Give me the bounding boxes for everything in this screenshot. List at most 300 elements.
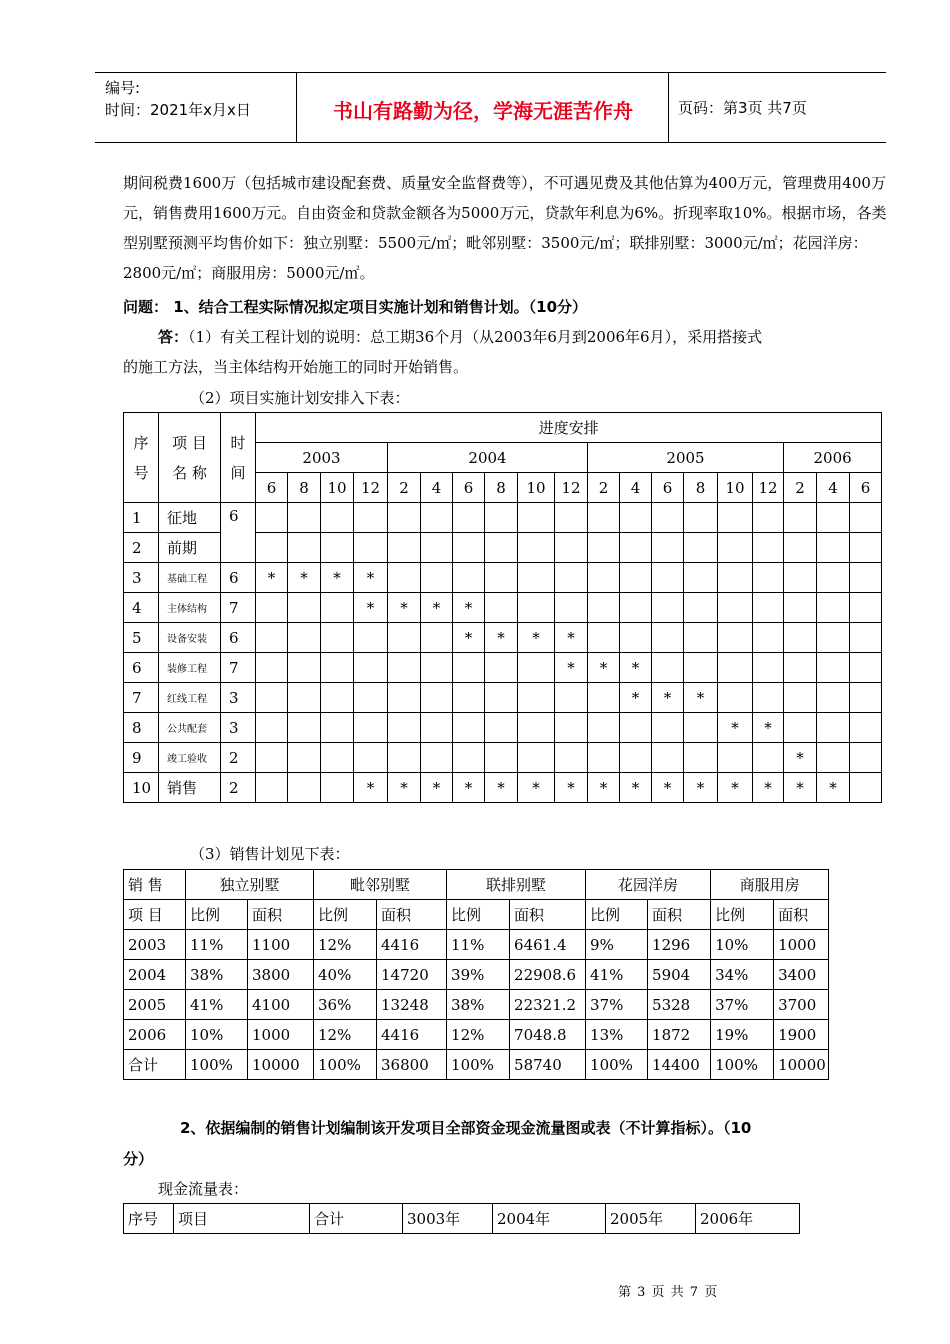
month-cell: 10	[718, 473, 753, 503]
schedule-cell	[288, 653, 321, 683]
sales-row	[124, 990, 829, 1020]
schedule-cell	[684, 653, 718, 683]
row-seq: 3	[124, 563, 159, 593]
schedule-cell	[718, 593, 753, 623]
row-name: 竣工验收	[159, 743, 221, 773]
sales-value: 100%	[586, 1050, 648, 1080]
schedule-mark: *	[485, 623, 518, 653]
schedule-cell	[652, 653, 684, 683]
schedule-cell	[588, 503, 620, 533]
sales-value: 100%	[186, 1050, 248, 1080]
sales-value: 4416	[377, 930, 447, 960]
sales-value: 37%	[711, 990, 774, 1020]
sales-ratio-header: 比例	[586, 900, 648, 930]
schedule-cell	[620, 593, 652, 623]
row-name: 销售	[159, 773, 221, 803]
schedule-cell	[588, 683, 620, 713]
plan-caption: （2）项目实施计划安排入下表：	[190, 389, 410, 407]
schedule-row	[124, 713, 882, 743]
schedule-cell	[850, 683, 882, 713]
schedule-cell	[817, 743, 850, 773]
sales-value: 13%	[586, 1020, 648, 1050]
schedule-cell	[784, 503, 817, 533]
schedule-cell	[256, 503, 288, 533]
schedule-cell	[354, 683, 388, 713]
sales-year: 2003	[124, 930, 186, 960]
schedule-cell	[321, 683, 354, 713]
schedule-cell	[555, 713, 588, 743]
sales-row	[124, 1050, 829, 1080]
row-name: 红线工程	[159, 683, 221, 713]
row-seq: 5	[124, 623, 159, 653]
schedule-cell	[753, 743, 784, 773]
schedule-cell	[817, 653, 850, 683]
schedule-cell	[388, 623, 421, 653]
schedule-cell	[817, 683, 850, 713]
header-name-bottom: 名 称	[172, 463, 207, 482]
month-cell: 12	[753, 473, 784, 503]
sales-value: 12%	[314, 930, 377, 960]
schedule-cell	[388, 533, 421, 563]
schedule-cell	[256, 623, 288, 653]
month-cell: 4	[620, 473, 652, 503]
schedule-cell	[684, 713, 718, 743]
schedule-cell	[485, 653, 518, 683]
sales-value: 10%	[711, 930, 774, 960]
schedule-cell	[753, 563, 784, 593]
cashflow-header-cell: 合计	[310, 1204, 403, 1234]
row-time: 2	[221, 743, 256, 773]
schedule-cell	[718, 503, 753, 533]
row-seq: 8	[124, 713, 159, 743]
sales-corner-bottom: 项 目	[124, 900, 186, 930]
schedule-mark: *	[354, 563, 388, 593]
schedule-cell	[588, 623, 620, 653]
sales-category: 联排别墅	[447, 870, 586, 900]
month-cell: 2	[784, 473, 817, 503]
sales-value: 13248	[377, 990, 447, 1020]
schedule-cell	[453, 533, 485, 563]
schedule-cell	[784, 533, 817, 563]
sales-value: 10000	[248, 1050, 314, 1080]
cashflow-header-cell: 2005年	[606, 1204, 696, 1234]
schedule-cell	[354, 713, 388, 743]
schedule-cell	[817, 503, 850, 533]
answer-text-1: （1）有关工程计划的说明：总工期36个月（从2003年6月到2006年6月），采用搭接式	[188, 328, 763, 346]
schedule-cell	[652, 503, 684, 533]
header-seq	[124, 413, 159, 503]
schedule-cell	[817, 593, 850, 623]
schedule-cell	[784, 683, 817, 713]
header-page-label: 页码：第3页 共7页	[678, 99, 807, 117]
schedule-mark: *	[485, 773, 518, 803]
sales-value: 3800	[248, 960, 314, 990]
schedule-cell	[321, 503, 354, 533]
schedule-mark: *	[620, 683, 652, 713]
schedule-mark: *	[817, 773, 850, 803]
row-name: 前期	[159, 533, 221, 563]
schedule-mark: *	[652, 773, 684, 803]
schedule-cell	[753, 593, 784, 623]
schedule-cell	[256, 533, 288, 563]
schedule-cell	[421, 503, 453, 533]
sales-value: 14400	[648, 1050, 711, 1080]
sales-category: 花园洋房	[586, 870, 711, 900]
row-name: 征地	[159, 503, 221, 533]
schedule-cell	[555, 683, 588, 713]
schedule-mark: *	[354, 593, 388, 623]
schedule-cell	[718, 533, 753, 563]
sales-value: 100%	[447, 1050, 510, 1080]
schedule-cell	[453, 563, 485, 593]
schedule-mark: *	[288, 563, 321, 593]
schedule-cell	[288, 743, 321, 773]
sales-value: 3400	[774, 960, 829, 990]
sales-value: 7048.8	[510, 1020, 586, 1050]
schedule-row	[124, 623, 882, 653]
sales-caption: （3）销售计划见下表：	[190, 845, 350, 863]
schedule-cell	[518, 653, 555, 683]
schedule-cell	[256, 593, 288, 623]
year-cell: 2004	[388, 443, 588, 473]
schedule-cell	[518, 713, 555, 743]
sales-value: 36800	[377, 1050, 447, 1080]
sales-area-header: 面积	[377, 900, 447, 930]
sales-value: 100%	[314, 1050, 377, 1080]
schedule-cell	[321, 713, 354, 743]
row-time: 6	[221, 623, 256, 653]
schedule-mark: *	[784, 743, 817, 773]
header-left	[105, 77, 251, 121]
cashflow-header-cell: 项目	[174, 1204, 310, 1234]
schedule-cell	[388, 503, 421, 533]
sales-year: 2004	[124, 960, 186, 990]
schedule-cell	[684, 623, 718, 653]
sales-value: 12%	[314, 1020, 377, 1050]
month-cell: 10	[321, 473, 354, 503]
cashflow-header-row	[124, 1204, 800, 1234]
schedule-row	[124, 683, 882, 713]
schedule-cell	[718, 623, 753, 653]
schedule-cell	[485, 563, 518, 593]
row-time: 6	[221, 503, 256, 563]
cashflow-header-cell: 2006年	[696, 1204, 800, 1234]
schedule-cell	[256, 683, 288, 713]
row-time: 6	[221, 563, 256, 593]
sales-value: 38%	[186, 960, 248, 990]
schedule-cell	[518, 563, 555, 593]
sales-value: 4416	[377, 1020, 447, 1050]
month-cell: 6	[453, 473, 485, 503]
schedule-cell	[652, 743, 684, 773]
row-seq: 7	[124, 683, 159, 713]
sales-value: 11%	[186, 930, 248, 960]
schedule-cell	[753, 623, 784, 653]
schedule-cell	[817, 713, 850, 743]
month-cell: 2	[388, 473, 421, 503]
intro-paragraph: 期间税费1600万（包括城市建设配套费、质量安全监督费等），不可遇见费及其他估算为400万元，管理费用400万元，销售费用1600万元。自由资金和贷款金额各为5000万元，贷款年利息为6%。折现率取10%。根据市场，各类型别墅预测平均售价如下：独立别墅：5500元/㎡；毗邻别墅：3500元/㎡；联排别墅：3000元/㎡；花园洋房：2800元/㎡；商服用房：5000元/㎡。	[123, 174, 887, 282]
month-cell: 2	[588, 473, 620, 503]
row-seq: 4	[124, 593, 159, 623]
row-name: 装修工程	[159, 653, 221, 683]
schedule-mark: *	[684, 683, 718, 713]
schedule-cell	[354, 623, 388, 653]
header-divider	[668, 73, 669, 142]
sales-ratio-header: 比例	[186, 900, 248, 930]
schedule-cell	[518, 593, 555, 623]
question-2-line-2: 分）	[123, 1150, 154, 1168]
schedule-cell	[354, 653, 388, 683]
sales-table	[123, 869, 829, 1080]
sales-value: 1872	[648, 1020, 711, 1050]
month-cell: 12	[354, 473, 388, 503]
sales-value: 5328	[648, 990, 711, 1020]
schedule-cell	[620, 623, 652, 653]
cashflow-table	[123, 1203, 800, 1234]
schedule-cell	[485, 713, 518, 743]
schedule-cell	[288, 533, 321, 563]
schedule-mark: *	[620, 773, 652, 803]
month-cell: 6	[256, 473, 288, 503]
answer-line-1	[158, 326, 762, 347]
row-time: 7	[221, 653, 256, 683]
header-time-top: 时	[230, 433, 246, 452]
row-name: 设备安装	[159, 623, 221, 653]
year-cell: 2005	[588, 443, 784, 473]
schedule-mark: *	[388, 773, 421, 803]
schedule-cell	[518, 683, 555, 713]
month-cell: 8	[485, 473, 518, 503]
row-name: 主体结构	[159, 593, 221, 623]
row-seq: 6	[124, 653, 159, 683]
month-cell: 8	[288, 473, 321, 503]
schedule-mark: *	[588, 773, 620, 803]
schedule-cell	[850, 503, 882, 533]
sales-area-header: 面积	[248, 900, 314, 930]
schedule-cell	[421, 743, 453, 773]
schedule-row	[124, 773, 882, 803]
sales-value: 22908.6	[510, 960, 586, 990]
schedule-cell	[388, 563, 421, 593]
schedule-table	[123, 412, 882, 803]
header-progress: 进度安排	[256, 413, 882, 443]
schedule-cell	[388, 683, 421, 713]
schedule-cell	[684, 593, 718, 623]
sales-category: 独立别墅	[186, 870, 314, 900]
schedule-cell	[256, 653, 288, 683]
month-cell: 8	[684, 473, 718, 503]
schedule-cell	[485, 593, 518, 623]
schedule-cell	[421, 533, 453, 563]
schedule-cell	[784, 623, 817, 653]
schedule-cell	[652, 623, 684, 653]
sales-ratio-header: 比例	[711, 900, 774, 930]
answer-line-2: 的施工方法，当主体结构开始施工的同时开始销售。	[123, 358, 469, 376]
sales-area-header: 面积	[648, 900, 711, 930]
schedule-mark: *	[518, 773, 555, 803]
schedule-cell	[588, 533, 620, 563]
schedule-cell	[321, 533, 354, 563]
schedule-cell	[850, 743, 882, 773]
schedule-cell	[718, 683, 753, 713]
schedule-mark: *	[256, 563, 288, 593]
cashflow-header-cell: 序号	[124, 1204, 174, 1234]
schedule-cell	[321, 743, 354, 773]
schedule-cell	[421, 563, 453, 593]
schedule-cell	[421, 653, 453, 683]
schedule-cell	[784, 563, 817, 593]
year-cell: 2006	[784, 443, 882, 473]
schedule-cell	[620, 563, 652, 593]
schedule-cell	[354, 503, 388, 533]
schedule-cell	[684, 743, 718, 773]
month-cell: 4	[421, 473, 453, 503]
schedule-mark: *	[620, 653, 652, 683]
schedule-cell	[555, 563, 588, 593]
schedule-cell	[321, 773, 354, 803]
sales-value: 1000	[248, 1020, 314, 1050]
schedule-cell	[485, 533, 518, 563]
schedule-cell	[485, 743, 518, 773]
schedule-cell	[588, 563, 620, 593]
month-cell: 4	[817, 473, 850, 503]
page-footer: 第 3 页 共 7 页	[618, 1285, 719, 1300]
sales-value: 40%	[314, 960, 377, 990]
month-cell: 12	[555, 473, 588, 503]
schedule-cell	[354, 743, 388, 773]
schedule-cell	[652, 563, 684, 593]
schedule-cell	[453, 683, 485, 713]
schedule-cell	[256, 743, 288, 773]
schedule-mark: *	[354, 773, 388, 803]
schedule-cell	[850, 533, 882, 563]
schedule-row	[124, 563, 882, 593]
month-cell: 6	[652, 473, 684, 503]
schedule-mark: *	[555, 653, 588, 683]
schedule-mark: *	[453, 773, 485, 803]
sales-value: 39%	[447, 960, 510, 990]
schedule-cell	[850, 623, 882, 653]
schedule-mark: *	[518, 623, 555, 653]
sales-value: 1100	[248, 930, 314, 960]
page-header	[95, 72, 886, 143]
row-time: 3	[221, 683, 256, 713]
row-name: 基础工程	[159, 563, 221, 593]
schedule-cell	[518, 503, 555, 533]
schedule-cell	[753, 503, 784, 533]
sales-value: 14720	[377, 960, 447, 990]
sales-value: 36%	[314, 990, 377, 1020]
schedule-cell	[354, 533, 388, 563]
sales-value: 1900	[774, 1020, 829, 1050]
schedule-cell	[388, 743, 421, 773]
schedule-cell	[850, 773, 882, 803]
schedule-cell	[321, 593, 354, 623]
month-cell: 6	[850, 473, 882, 503]
sales-value: 1000	[774, 930, 829, 960]
header-number-label: 编号:	[105, 79, 141, 97]
header-divider	[296, 73, 297, 142]
schedule-cell	[817, 533, 850, 563]
schedule-mark: *	[321, 563, 354, 593]
schedule-cell	[684, 563, 718, 593]
schedule-cell	[620, 503, 652, 533]
schedule-cell	[652, 533, 684, 563]
schedule-mark: *	[588, 653, 620, 683]
schedule-mark: *	[555, 773, 588, 803]
schedule-cell	[256, 713, 288, 743]
schedule-cell	[256, 773, 288, 803]
row-time: 7	[221, 593, 256, 623]
sales-value: 22321.2	[510, 990, 586, 1020]
schedule-cell	[555, 593, 588, 623]
sales-value: 4100	[248, 990, 314, 1020]
sales-value: 38%	[447, 990, 510, 1020]
sales-value: 3700	[774, 990, 829, 1020]
row-time: 2	[221, 773, 256, 803]
schedule-cell	[684, 533, 718, 563]
header-seq-top: 序	[133, 433, 149, 452]
schedule-cell	[485, 683, 518, 713]
schedule-mark: *	[453, 623, 485, 653]
schedule-cell	[288, 503, 321, 533]
header-name	[159, 413, 221, 503]
schedule-cell	[588, 593, 620, 623]
header-motto: 书山有路勤为径，学海无涯苦作舟	[333, 99, 633, 123]
sales-corner-top: 销 售	[124, 870, 186, 900]
sales-year: 2006	[124, 1020, 186, 1050]
schedule-cell	[518, 533, 555, 563]
sales-value: 5904	[648, 960, 711, 990]
sales-category: 毗邻别墅	[314, 870, 447, 900]
schedule-cell	[555, 503, 588, 533]
sales-row	[124, 960, 829, 990]
schedule-mark: *	[421, 773, 453, 803]
schedule-cell	[288, 713, 321, 743]
sales-value: 41%	[586, 960, 648, 990]
schedule-row	[124, 503, 882, 533]
sales-value: 11%	[447, 930, 510, 960]
row-seq: 10	[124, 773, 159, 803]
sales-row	[124, 1020, 829, 1050]
sales-header-row	[124, 870, 829, 900]
schedule-mark: *	[753, 773, 784, 803]
schedule-cell	[684, 503, 718, 533]
schedule-mark: *	[753, 713, 784, 743]
schedule-cell	[388, 713, 421, 743]
schedule-mark: *	[555, 623, 588, 653]
schedule-cell	[718, 653, 753, 683]
sales-area-header: 面积	[774, 900, 829, 930]
question-2-line-1: 2、依据编制的销售计划编制该开发项目全部资金现金流量图或表（不计算指标）。（10	[180, 1119, 752, 1137]
row-name: 公共配套	[159, 713, 221, 743]
schedule-cell	[288, 593, 321, 623]
schedule-cell	[753, 683, 784, 713]
sales-value: 6461.4	[510, 930, 586, 960]
schedule-cell	[850, 653, 882, 683]
sales-area-header: 面积	[510, 900, 586, 930]
sales-value: 100%	[711, 1050, 774, 1080]
sales-value: 10%	[186, 1020, 248, 1050]
schedule-cell	[485, 503, 518, 533]
row-seq: 2	[124, 533, 159, 563]
header-time-bottom: 间	[230, 463, 246, 482]
sales-subheader-row	[124, 900, 829, 930]
schedule-cell	[453, 713, 485, 743]
schedule-cell	[784, 593, 817, 623]
cashflow-header-cell: 3003年	[403, 1204, 493, 1234]
schedule-cell	[588, 713, 620, 743]
